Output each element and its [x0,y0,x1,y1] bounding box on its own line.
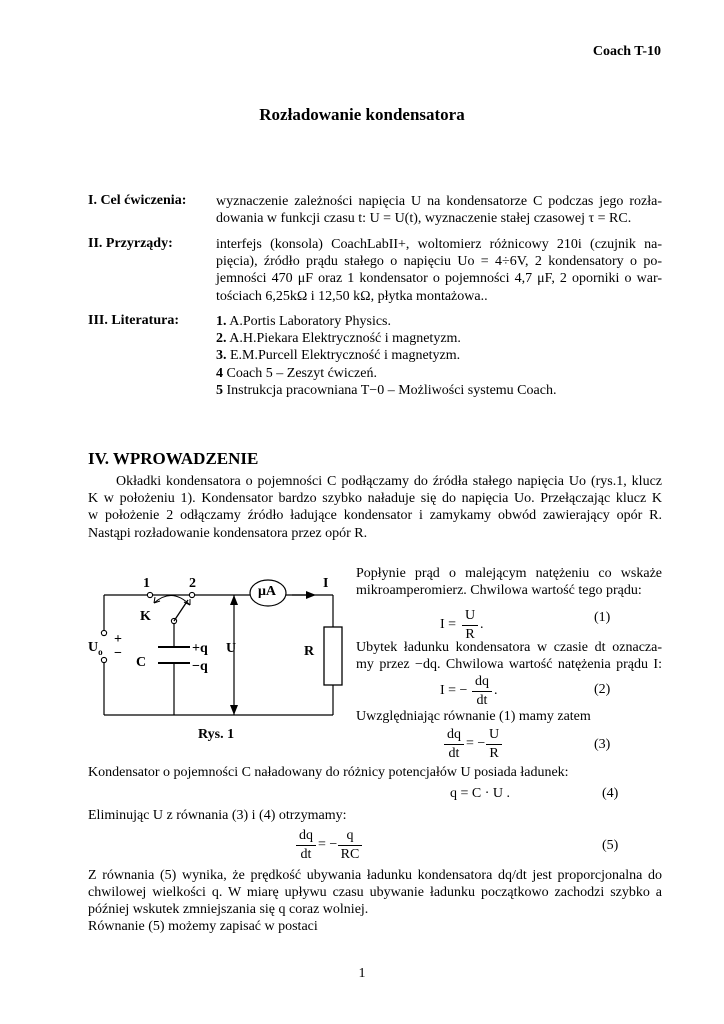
eq2-number: (2) [594,682,611,697]
text-line: Ubytek ładunku kondensatora w czasie dt oznacza- [356,640,662,655]
text-line: Popłynie prąd o malejącym natężeniu co wskaże [356,566,662,581]
lower-line-2: Eliminując U z równania (3) i (4) otrzymamy: [88,808,347,823]
eq5-equals: = − [318,837,338,852]
eq5-left-denominator: dt [300,847,312,862]
equipment-line: pięcia), źródło prądu stałego o napięciu Uo = 4÷6V, 2 kondensatory o po- [216,254,662,270]
literature-item: 4 Coach 5 – Zeszyt ćwiczeń. [216,365,377,381]
text-line: my przez −dq. Chwilowa wartość natężenia prądu I: [356,657,662,672]
resistor-icon [324,627,342,685]
literature-item: 5 Instrukcja pracowniana T−0 – Możliwości systemu Coach. [216,382,557,398]
intro-paragraph [88,473,662,542]
label-ammeter: μA [258,584,277,599]
text-line: chwilowej wielkości q. W miarę upływu czasu ubywanie ładunku początkowo zachodzi szybko a [88,885,662,900]
eq3-right-numerator: U [488,727,500,742]
switch-contact-1 [147,592,152,597]
equipment-line: jemności 470 μF oraz 1 kondensator o pojemności 4,7 μF, 2 oporniki o war- [216,271,662,287]
eq1-number: (1) [594,610,611,625]
label-switch-k: K [140,609,151,624]
eq5-right-denominator: RC [340,847,360,862]
label-position-1: 1 [143,576,150,591]
label-plus: + [114,632,122,647]
literature-item: 2. A.H.Piekara Elektryczność i magnetyzm. [216,331,461,347]
page-title: Rozładowanie kondensatora [259,105,465,124]
switch-arc-icon [154,595,190,605]
label-cap-minus-q: −q [192,659,208,674]
label-current-i: I [323,576,329,591]
voltage-arrow-down-icon [230,705,238,715]
literature-item: 3. E.M.Purcell Elektryczność i magnetyzm. [216,348,461,364]
right-paragraph-2 [356,640,662,674]
goal-line: dowania w funkcji czasu t: U = U(t), wyznaczenie stałej czasowej τ = RC. [216,211,632,227]
intro-line: K w położeniu 1). Kondensator bardzo szybko naładuje się do napięcia Uo. Przełączając klucz K [88,491,662,507]
eq2-numerator: dq [475,674,489,689]
eq1-tail: . [480,617,484,632]
right-paragraph-1 [356,566,662,600]
eq4-number: (4) [602,786,619,801]
equipment-label: II. Przyrządy: [88,236,173,251]
eq3-left-fraction [444,727,464,762]
eq1-fraction [462,608,478,643]
label-minus: − [114,646,122,661]
eq5-right-fraction [338,828,362,863]
literature-item: 1. A.Portis Laboratory Physics. [216,314,391,329]
eq3-left-denominator: dt [448,746,460,761]
label-source: $U_o$ [88,640,103,657]
right-paragraph-3: Uwzględniając równanie (1) mamy zatem [356,709,591,724]
terminal-minus [101,657,106,662]
page-number: 1 [358,966,366,981]
eq1-denominator: R [465,627,475,642]
goal-line: wyznaczenie zależności napięcia U na kondensatorze C podczas jego rozła- [216,194,662,209]
switch-contact-2 [189,592,194,597]
equipment-text [216,236,662,305]
eq5-number: (5) [602,838,619,853]
eq2-tail: . [494,683,498,698]
equation-4: q = C · U . [450,786,511,801]
eq3-equals: = − [466,736,486,751]
text-line: mikroamperomierz. Chwilowa wartość tego prądu: [356,583,642,598]
figure-caption: Rys. 1 [198,727,235,742]
text-line: Z równania (5) wynika, że prędkość ubywania ładunku kondensatora dq/dt jest proporcjonalna do [88,868,662,883]
label-capacitor: C [136,655,147,670]
current-arrow-icon [306,591,316,599]
lower-line-1: Kondensator o pojemności C naładowany do różnicy potencjałów U posiada ładunek: [88,765,569,780]
equipment-line: interfejs (konsola) CoachLabII+, woltomierz różnicowy 210i (czujnik na- [216,237,662,252]
eq2-fraction [472,674,492,709]
terminal-plus [101,630,106,635]
label-cap-plus-q: +q [192,641,208,656]
eq5-left-numerator: dq [299,828,313,843]
eq2-lhs: I = − [440,683,468,698]
label-resistor-r: R [304,644,315,659]
intro-line: Nastąpi rozładowanie kondensatora przez opór R. [88,525,368,541]
eq5-left-fraction [296,828,316,863]
eq3-right-denominator: R [489,746,499,761]
eq1-numerator: U [464,608,476,623]
label-voltage-u: U [226,641,237,656]
intro-line: Okładki kondensatora o pojemności C podłączamy do źródła stałego napięcia Uo (rys.1, klucz [116,474,662,489]
eq5-right-numerator: q [346,828,354,843]
eq3-left-numerator: dq [447,727,461,742]
intro-line: w położenie 2 odłączamy źródło ładujące kondensator i zamykamy obwód zawierający opór R. [88,508,662,524]
voltage-arrow-up-icon [230,595,238,605]
literature-label: III. Literatura: [88,313,179,328]
equipment-line: tościach 6,25kΩ i 12,50 kΩ, płytka montażowa.. [216,288,488,304]
goal-text [216,193,662,227]
lower-paragraph [88,868,662,936]
eq3-number: (3) [594,737,611,752]
intro-heading: IV. WPROWADZENIE [88,449,259,468]
literature-list [216,313,662,399]
text-line: Równanie (5) możemy zapisać w postaci [88,919,318,934]
header-code: Coach T-10 [592,44,661,59]
eq2-denominator: dt [476,693,488,708]
label-position-2: 2 [189,576,196,591]
eq1-lhs: I = [440,617,457,632]
eq3-right-fraction [486,727,502,762]
goal-label: I. Cel ćwiczenia: [88,193,187,208]
text-line: później wskutek zmniejszania się q coraz wolniej. [88,902,369,917]
